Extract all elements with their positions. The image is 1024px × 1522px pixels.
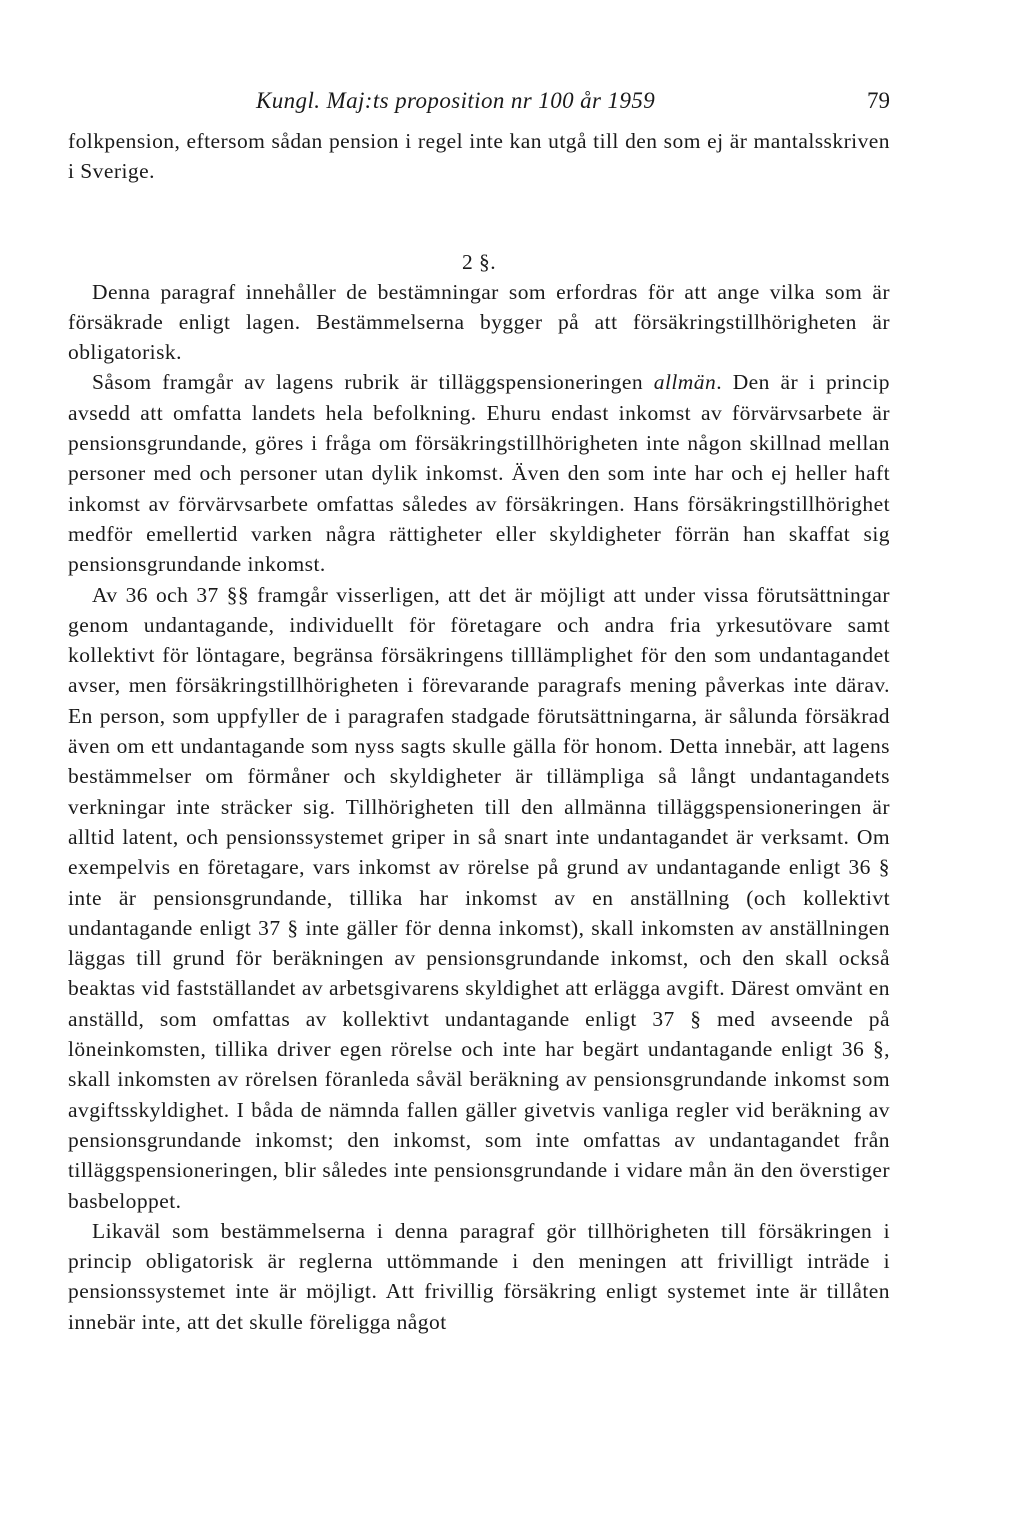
running-header [68,84,890,118]
paragraph-text: Såsom framgår av lagens rubrik är tilläggspensioneringen [92,370,654,395]
paragraph: Denna paragraf innehåller de bestämningar som erfordras för att ange vilka som är försäkrade enligt lagen. Bestämmelserna bygger på att försäkringstillhörigheten är obligatorisk. [68,279,890,365]
page-number: 79 [867,88,890,113]
paragraph-continued: folkpension, eftersom sådan pension i regel inte kan utgå till den som ej är mantalsskriven i Sverige. [68,129,890,184]
header-title: Kungl. Maj:ts proposition nr 100 år 1959 [256,88,656,113]
emphasized-term: allmän [653,370,717,395]
paragraph: Likaväl som bestämmelserna i denna paragraf gör tillhörigheten till försäkringen i princip obligatorisk är reglerna uttömmande i den meningen att frivilligt inträde i pensionssystemet inte är möjligt. Att frivillig försäkring enligt systemet inte är tillåten innebär inte, att det skulle föreligga något [68,1218,890,1334]
paragraph-text: . Den är i princip avsedd att omfatta landets hela befolkning. Ehuru endast inkomst av förvärvsarbete är pensionsgrundande, göres i fråga om försäkringstillhörigheten inte någon skillnad mellan personer med och personer utan dylik inkomst. Även den som inte har och ej heller haft inkomst av förvärvsarbete omfattas således av försäkringen. Hans försäkringstillhörighet medför emellertid varken några rättigheter eller skyldigheter förrän han skaffat sig pensionsgrundande inkomst. [68,370,890,577]
body-text [68,126,890,1337]
paragraph: Av 36 och 37 §§ framgår visserligen, att det är möjligt att under vissa förutsättningar genom undantagande, individuellt för företagare och andra fria yrkesutövare samt kollektivt för löntagare, begränsa försäkringens tilllämplighet för den som undantagandet avser, men försäkringstillhörigheten i förevarande paragrafs mening påverkas inte därav. En person, som uppfyller de i paragrafen stadgade förutsättningarna, är sålunda försäkrad även om ett undantagande som nyss sagts skulle gälla för honom. Detta innebär, att lagens bestämmelser om förmåner och skyldigheter är tillämpliga så långt undantagandets verkningar inte sträcker sig. Tillhörigheten till den allmänna tilläggspensioneringen är alltid latent, och pensionssystemet griper in så snart inte undantagandet är verksamt. Om exempelvis en företagare, vars inkomst av rörelse på grund av undantagande enligt 36 § inte är pensionsgrundande, tillika har inkomst av en anställning (och kollektivt undantagande enligt 37 § inte gäller för denna inkomst), skall inkomsten av anställningen läggas till grund för beräkningen av pensionsgrundande inkomst, och den skall också beaktas vid fastställandet av arbetsgivarens skyldighet att erlägga avgift. Därest omvänt en anställd, som omfattas av kollektivt undantagande enligt 37 § med avseende på löneinkomsten, tillika driver egen rörelse och inte har begärt undantagande enligt 36 §, skall inkomsten av rörelsen föranleda såväl beräkning av pensionsgrundande inkomst som avgiftsskyldighet. I båda de nämnda fallen gäller givetvis vanliga regler vid beräkning av pensionsgrundande inkomst; den inkomst, som inte omfattas av undantagandet från tilläggspensioneringen, blir således inte pensionsgrundande i vidare mån än den överstiger basbeloppet. [68,582,890,1213]
paragraph [68,367,890,579]
section-heading: 2 §. [461,249,497,274]
